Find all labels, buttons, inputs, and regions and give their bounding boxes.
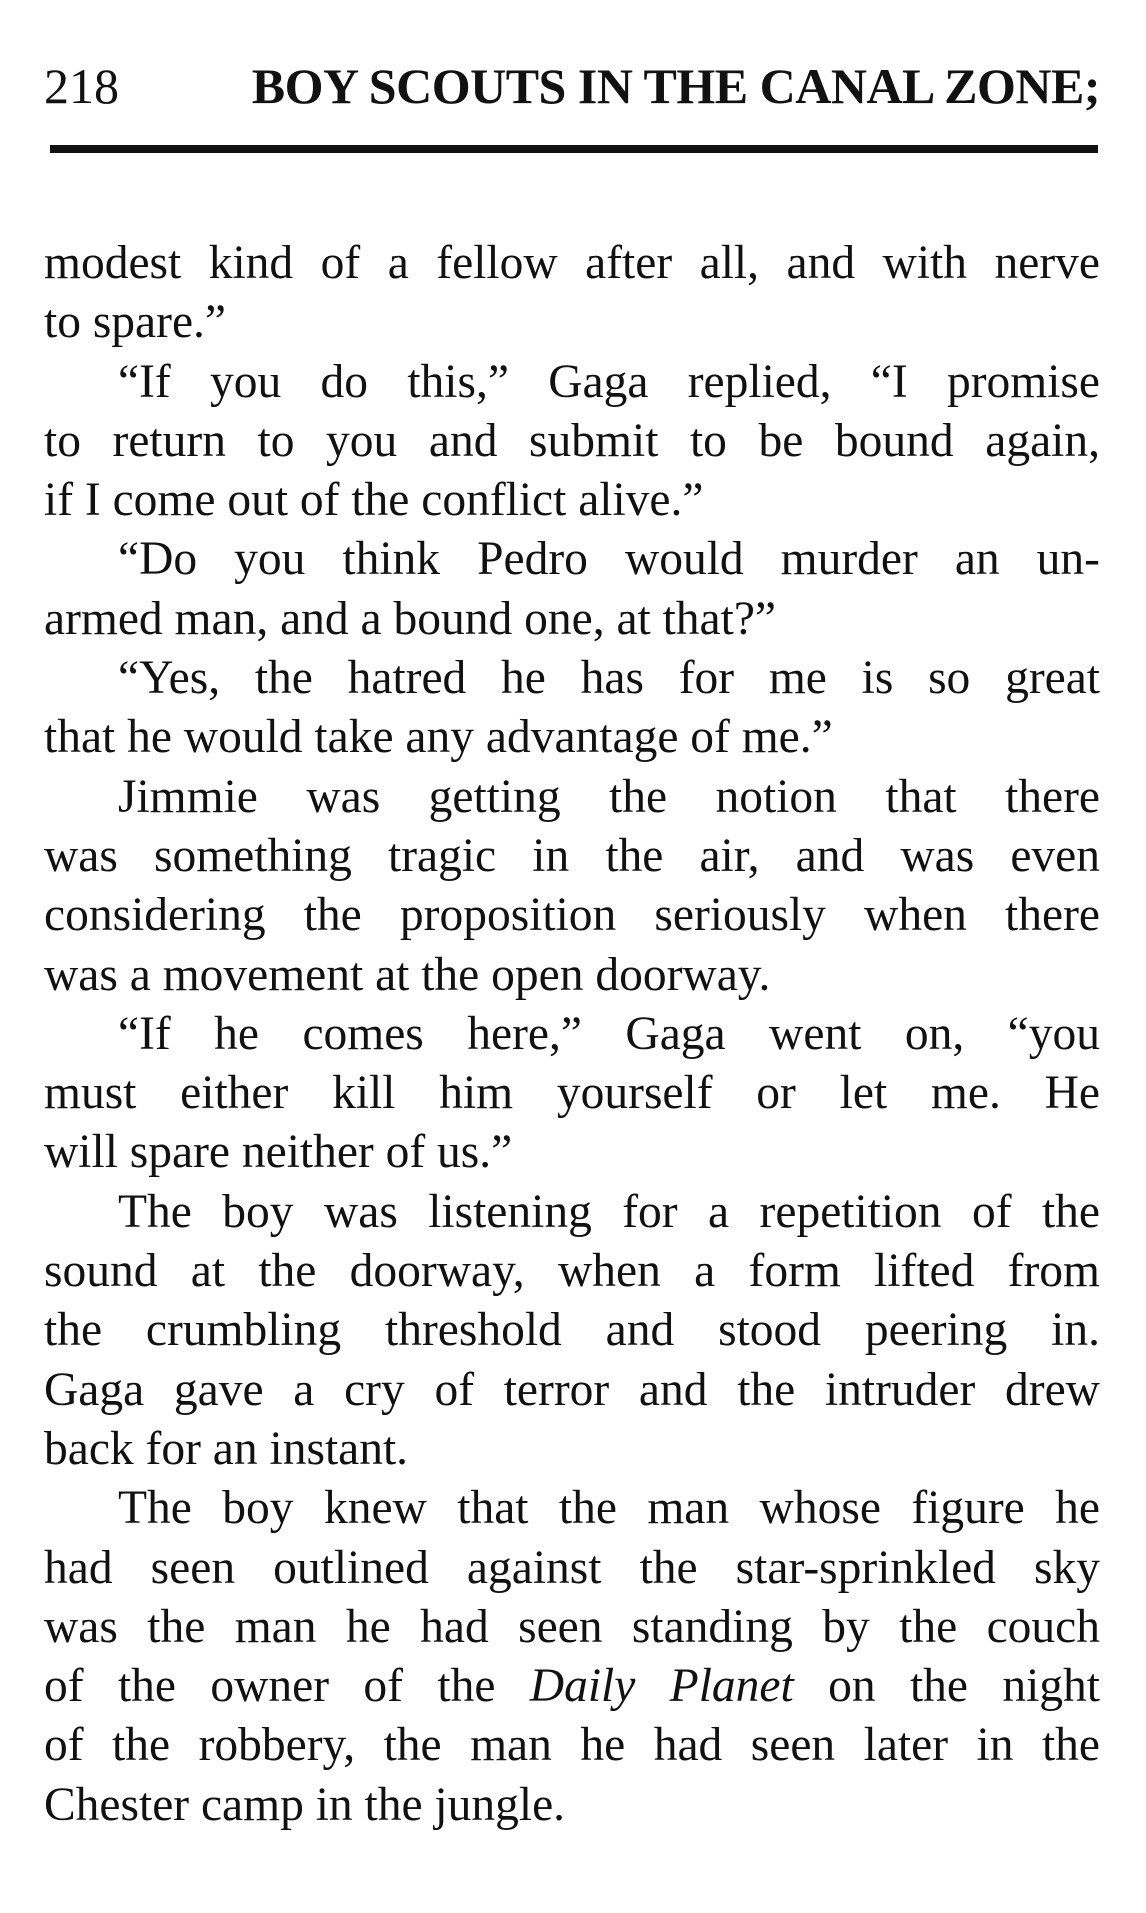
text-line: if I come out of the conflict alive.” [44,474,704,527]
text-line: that he would take any advantage of me.” [44,711,833,764]
text-line: was a movement at the open doorway. [44,948,771,1001]
text-line: to return to you and submit to be bound again, [44,414,1100,467]
page-number: 218 [44,58,119,114]
text-segment: on the night [828,1660,1100,1713]
text-line: Chester camp in the jungle. [44,1778,566,1831]
text-line: was something tragic in the air, and was even [44,829,1100,882]
text-line: “Do you think Pedro would murder an un- [118,533,1100,586]
page-header [44,56,1100,116]
running-title: BOY SCOUTS IN THE CANAL ZONE; [251,58,1100,114]
text-segment: of the owner of the [44,1660,496,1713]
text-line: was the man he had seen standing by the couch [44,1600,1100,1653]
text-line: the crumbling threshold and stood peering in. [44,1304,1100,1357]
text-line: Jimmie was getting the notion that there [118,770,1100,823]
text-line: back for an instant. [44,1422,409,1475]
text-line: must either kill him yourself or let me. He [44,1067,1100,1120]
text-line: The boy was listening for a repetition of the [118,1185,1100,1238]
text-line: “Yes, the hatred he has for me is so great [118,652,1100,705]
text-line: modest kind of a fellow after all, and with nerve [44,237,1100,289]
text-line: The boy knew that the man whose figure he [118,1482,1100,1535]
text-line: sound at the doorway, when a form lifted from [44,1245,1100,1298]
body-text [44,234,1100,1835]
text-line-with-italic [44,1657,1100,1716]
text-line: armed man, and a bound one, at that?” [44,592,777,645]
text-line: considering the proposition seriously when there [44,889,1100,942]
newspaper-title: Daily Planet [529,1660,794,1713]
text-line: of the robbery, the man he had seen later in the [44,1719,1100,1772]
text-line: to spare.” [44,296,226,349]
text-line: Gaga gave a cry of terror and the intruder drew [44,1363,1100,1416]
text-line: will spare neither of us.” [44,1126,513,1179]
header-rule [50,145,1098,153]
text-line: had seen outlined against the star-sprinkled sky [44,1541,1100,1594]
text-line: “If he comes here,” Gaga went on, “you [118,1007,1100,1060]
text-line: “If you do this,” Gaga replied, “I promise [118,355,1100,408]
